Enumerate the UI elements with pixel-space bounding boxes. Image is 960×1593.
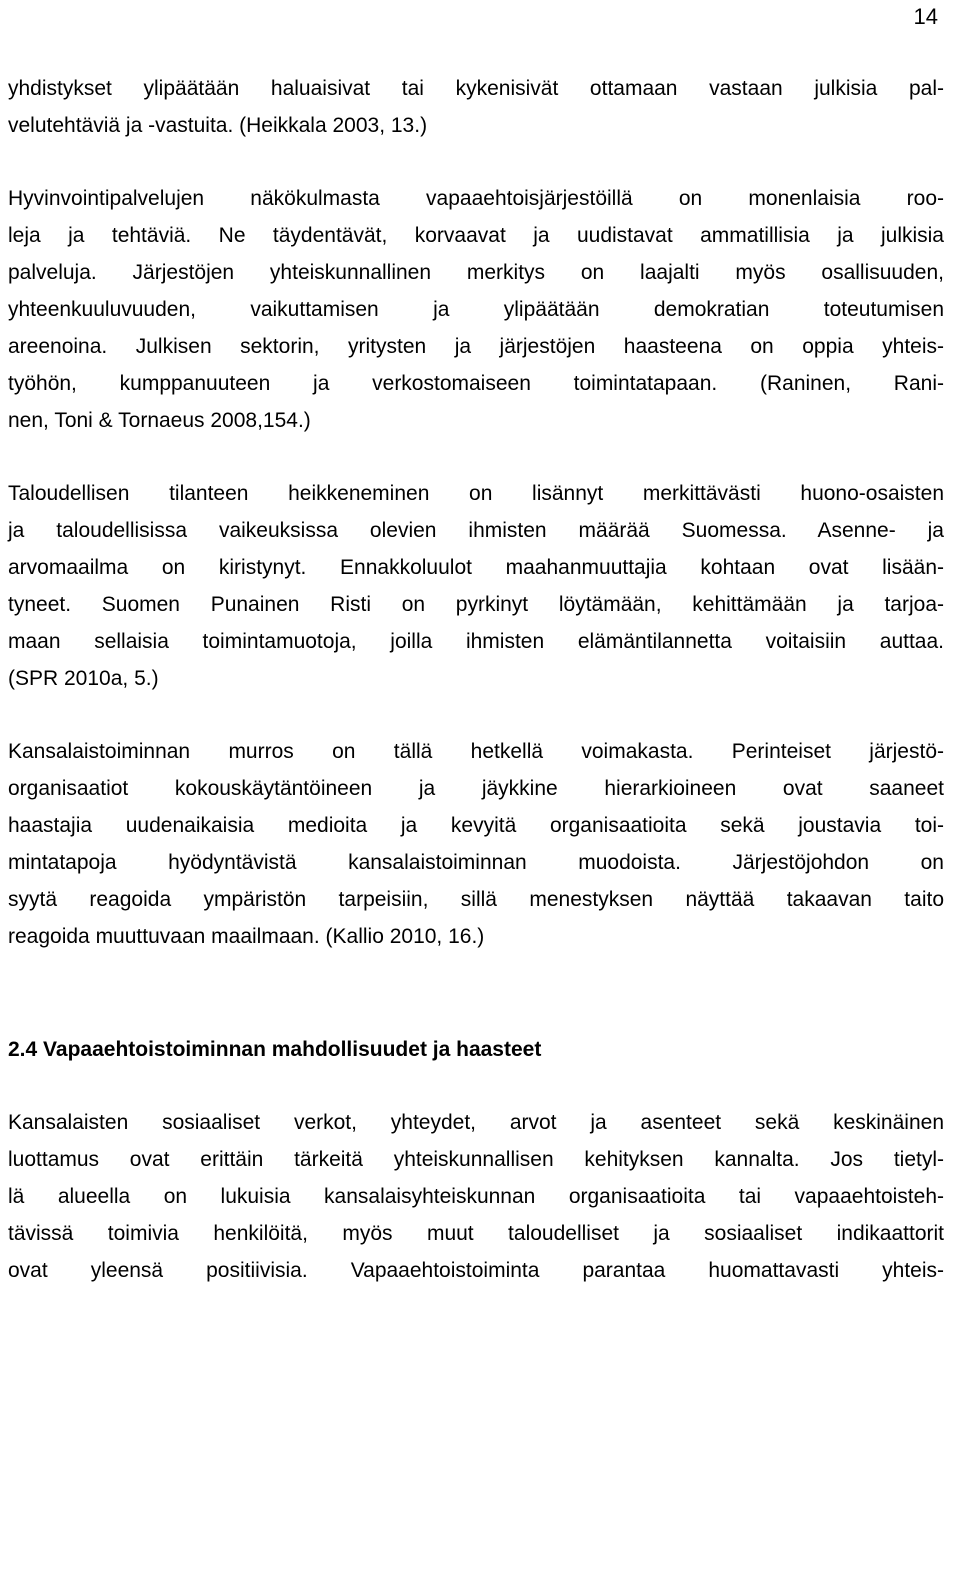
text-line: areenoina. Julkisen sektorin, yritysten ja järjestöjen haasteena on oppia yhteis- xyxy=(8,335,944,358)
text-line: Taloudellisen tilanteen heikkeneminen on lisännyt merkittävästi huono-osaisten xyxy=(8,482,944,505)
text-line: tävissä toimivia henkilöitä, myös muut taloudelliset ja sosiaaliset indikaattorit xyxy=(8,1222,944,1245)
paragraph-2 xyxy=(8,180,944,439)
text-line: ovat yleensä positiivisia. Vapaaehtoistoiminta parantaa huomattavasti yhteis- xyxy=(8,1259,944,1282)
section-title: Vapaaehtoistoiminnan mahdollisuudet ja haasteet xyxy=(43,1038,542,1061)
text-line: (SPR 2010a, 5.) xyxy=(8,667,159,690)
text-line: mintatapoja hyödyntävistä kansalaistoiminnan muodoista. Järjestöjohdon on xyxy=(8,851,944,874)
text-line: Hyvinvointipalvelujen näkökulmasta vapaaehtoisjärjestöillä on monenlaisia roo- xyxy=(8,187,944,210)
text-line: reagoida muuttuvaan maailmaan. (Kallio 2010, 16.) xyxy=(8,925,485,948)
text-line: haastajia uudenaikaisia medioita ja kevyitä organisaatioita sekä joustavia toi- xyxy=(8,814,944,837)
text-line: luottamus ovat erittäin tärkeitä yhteiskunnallisen kehityksen kannalta. Jos tietyl- xyxy=(8,1148,944,1171)
text-line: palveluja. Järjestöjen yhteiskunnallinen merkitys on laajalti myös osallisuuden, xyxy=(8,261,944,284)
text-line: syytä reagoida ympäristön tarpeisiin, sillä menestyksen näyttää takaavan taito xyxy=(8,888,944,911)
text-line: ja taloudellisissa vaikeuksissa olevien ihmisten määrää Suomessa. Asenne- ja xyxy=(8,519,944,542)
text-line: lä alueella on lukuisia kansalaisyhteiskunnan organisaatioita tai vapaaehtoisteh- xyxy=(8,1185,944,1208)
section-heading xyxy=(8,1031,944,1068)
text-line: yhteenkuuluvuuden, vaikuttamisen ja ylipäätään demokratian toteutumisen xyxy=(8,298,944,321)
text-line: velutehtäviä ja -vastuita. (Heikkala 2003, 13.) xyxy=(8,114,428,137)
paragraph-4 xyxy=(8,733,944,955)
document-body xyxy=(8,70,944,1325)
text-line: tyneet. Suomen Punainen Risti on pyrkinyt löytämään, kehittämään ja tarjoa- xyxy=(8,593,944,616)
text-line: maan sellaisia toimintamuotoja, joilla ihmisten elämäntilannetta voitaisiin auttaa. xyxy=(8,630,944,653)
text-line: yhdistykset ylipäätään haluaisivat tai kykenisivät ottamaan vastaan julkisia pal- xyxy=(8,77,944,100)
text-line: Kansalaisten sosiaaliset verkot, yhteydet, arvot ja asenteet sekä keskinäinen xyxy=(8,1111,944,1134)
text-line: organisaatiot kokouskäytäntöineen ja jäykkine hierarkioineen ovat saaneet xyxy=(8,777,944,800)
text-line: nen, Toni & Tornaeus 2008,154.) xyxy=(8,409,311,432)
text-line: leja ja tehtäviä. Ne täydentävät, korvaavat ja uudistavat ammatillisia ja julkisia xyxy=(8,224,944,247)
page-number: 14 xyxy=(913,4,938,29)
text-line: työhön, kumppanuuteen ja verkostomaiseen toimintatapaan. (Raninen, Rani- xyxy=(8,372,944,395)
text-line: arvomaailma on kiristynyt. Ennakkoluulot maahanmuuttajia kohtaan ovat lisään- xyxy=(8,556,944,579)
paragraph-1 xyxy=(8,70,944,144)
text-line: Kansalaistoiminnan murros on tällä hetkellä voimakasta. Perinteiset järjestö- xyxy=(8,740,944,763)
section-number: 2.4 xyxy=(8,1038,38,1061)
paragraph-3 xyxy=(8,475,944,697)
paragraph-5 xyxy=(8,1104,944,1289)
